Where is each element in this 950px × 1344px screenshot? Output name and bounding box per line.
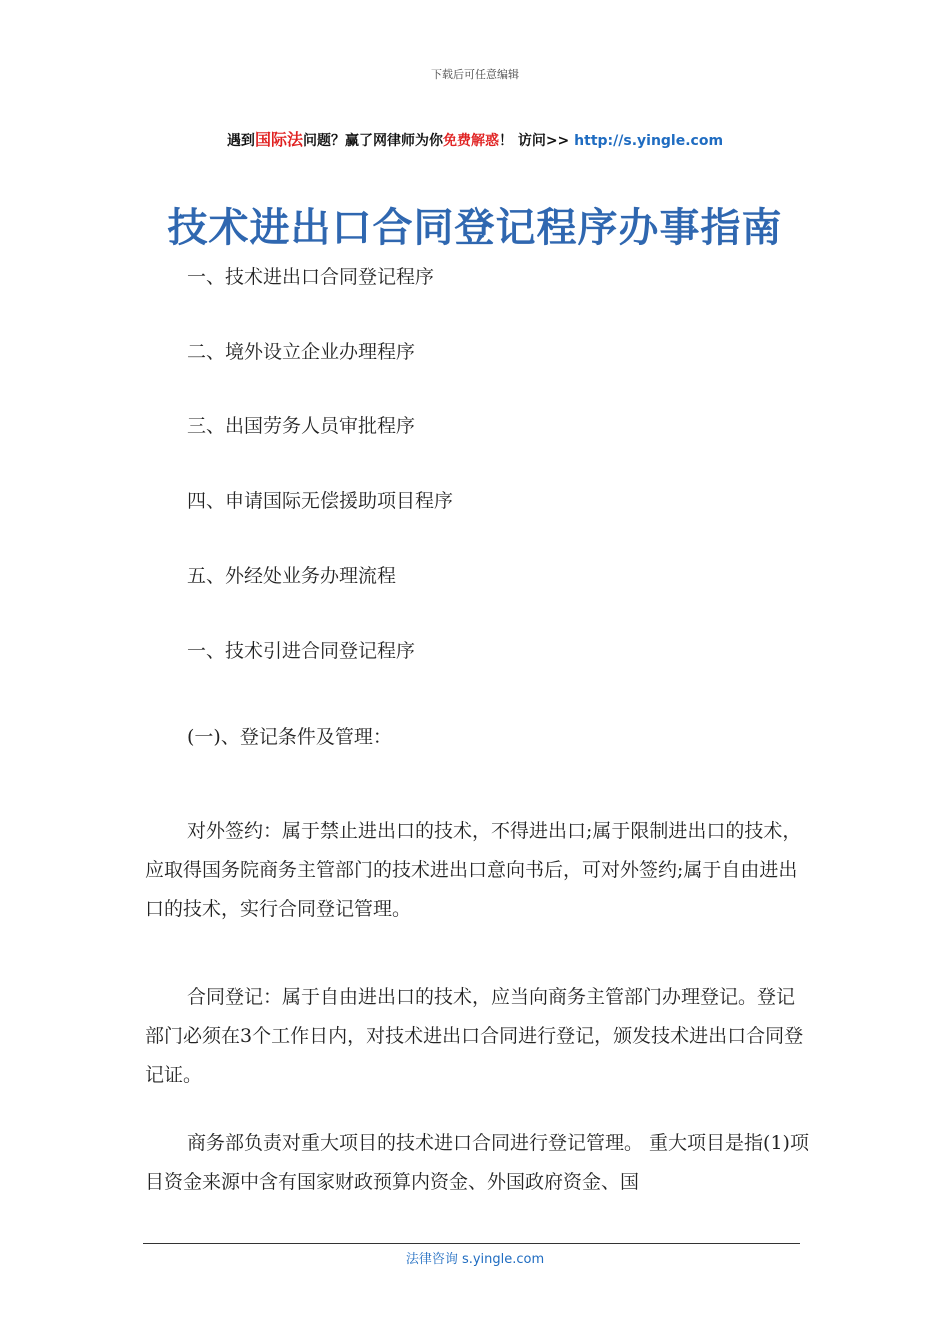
paragraph-foreign-signing: 对外签约：属于禁止进出口的技术，不得进出口;属于限制进出口的技术，应取得国务院商务主管部门的技术进出口意向书后，可对外签约;属于自由进出口的技术，实行合同登记管理。 <box>145 820 802 920</box>
promo-highlight-2: 免费解惑 <box>442 133 499 149</box>
promo-highlight-1: 国际法 <box>254 130 303 149</box>
footer-divider <box>143 1243 800 1244</box>
header-note: 下载后可任意编辑 <box>431 68 519 81</box>
toc-item-1: 一、技术进出口合同登记程序 <box>187 266 435 288</box>
promo-banner <box>0 127 950 150</box>
promo-text-1: 遇到 <box>226 133 255 149</box>
toc-item-3: 三、出国劳务人员审批程序 <box>187 415 416 437</box>
promo-link[interactable]: http://s.yingle.com <box>574 133 724 149</box>
document-title: 技术进出口合同登记程序办事指南 <box>167 204 783 251</box>
footer-link[interactable]: 法律咨询 s.yingle.com <box>405 1252 545 1267</box>
section-heading: 一、技术引进合同登记程序 <box>187 640 416 662</box>
paragraph-contract-registration: 合同登记：属于自由进出口的技术，应当向商务主管部门办理登记。登记部门必须在3个工作日内，对技术进出口合同进行登记，颁发技术进出口合同登记证。 <box>145 986 804 1086</box>
toc-item-2: 二、境外设立企业办理程序 <box>187 341 416 363</box>
paragraph-major-projects: 商务部负责对重大项目的技术进口合同进行登记管理。 重大项目是指(1)项目资金来源中含有国家财政预算内资金、外国政府资金、国 <box>145 1132 809 1193</box>
toc-item-5: 五、外经处业务办理流程 <box>187 565 397 587</box>
subheading: (一)、登记条件及管理： <box>187 726 392 748</box>
toc-item-4: 四、申请国际无偿援助项目程序 <box>187 490 454 512</box>
promo-text-2: 问题？赢了网律师为你 <box>302 133 443 149</box>
promo-text-3: ！ 访问>> <box>498 133 575 149</box>
